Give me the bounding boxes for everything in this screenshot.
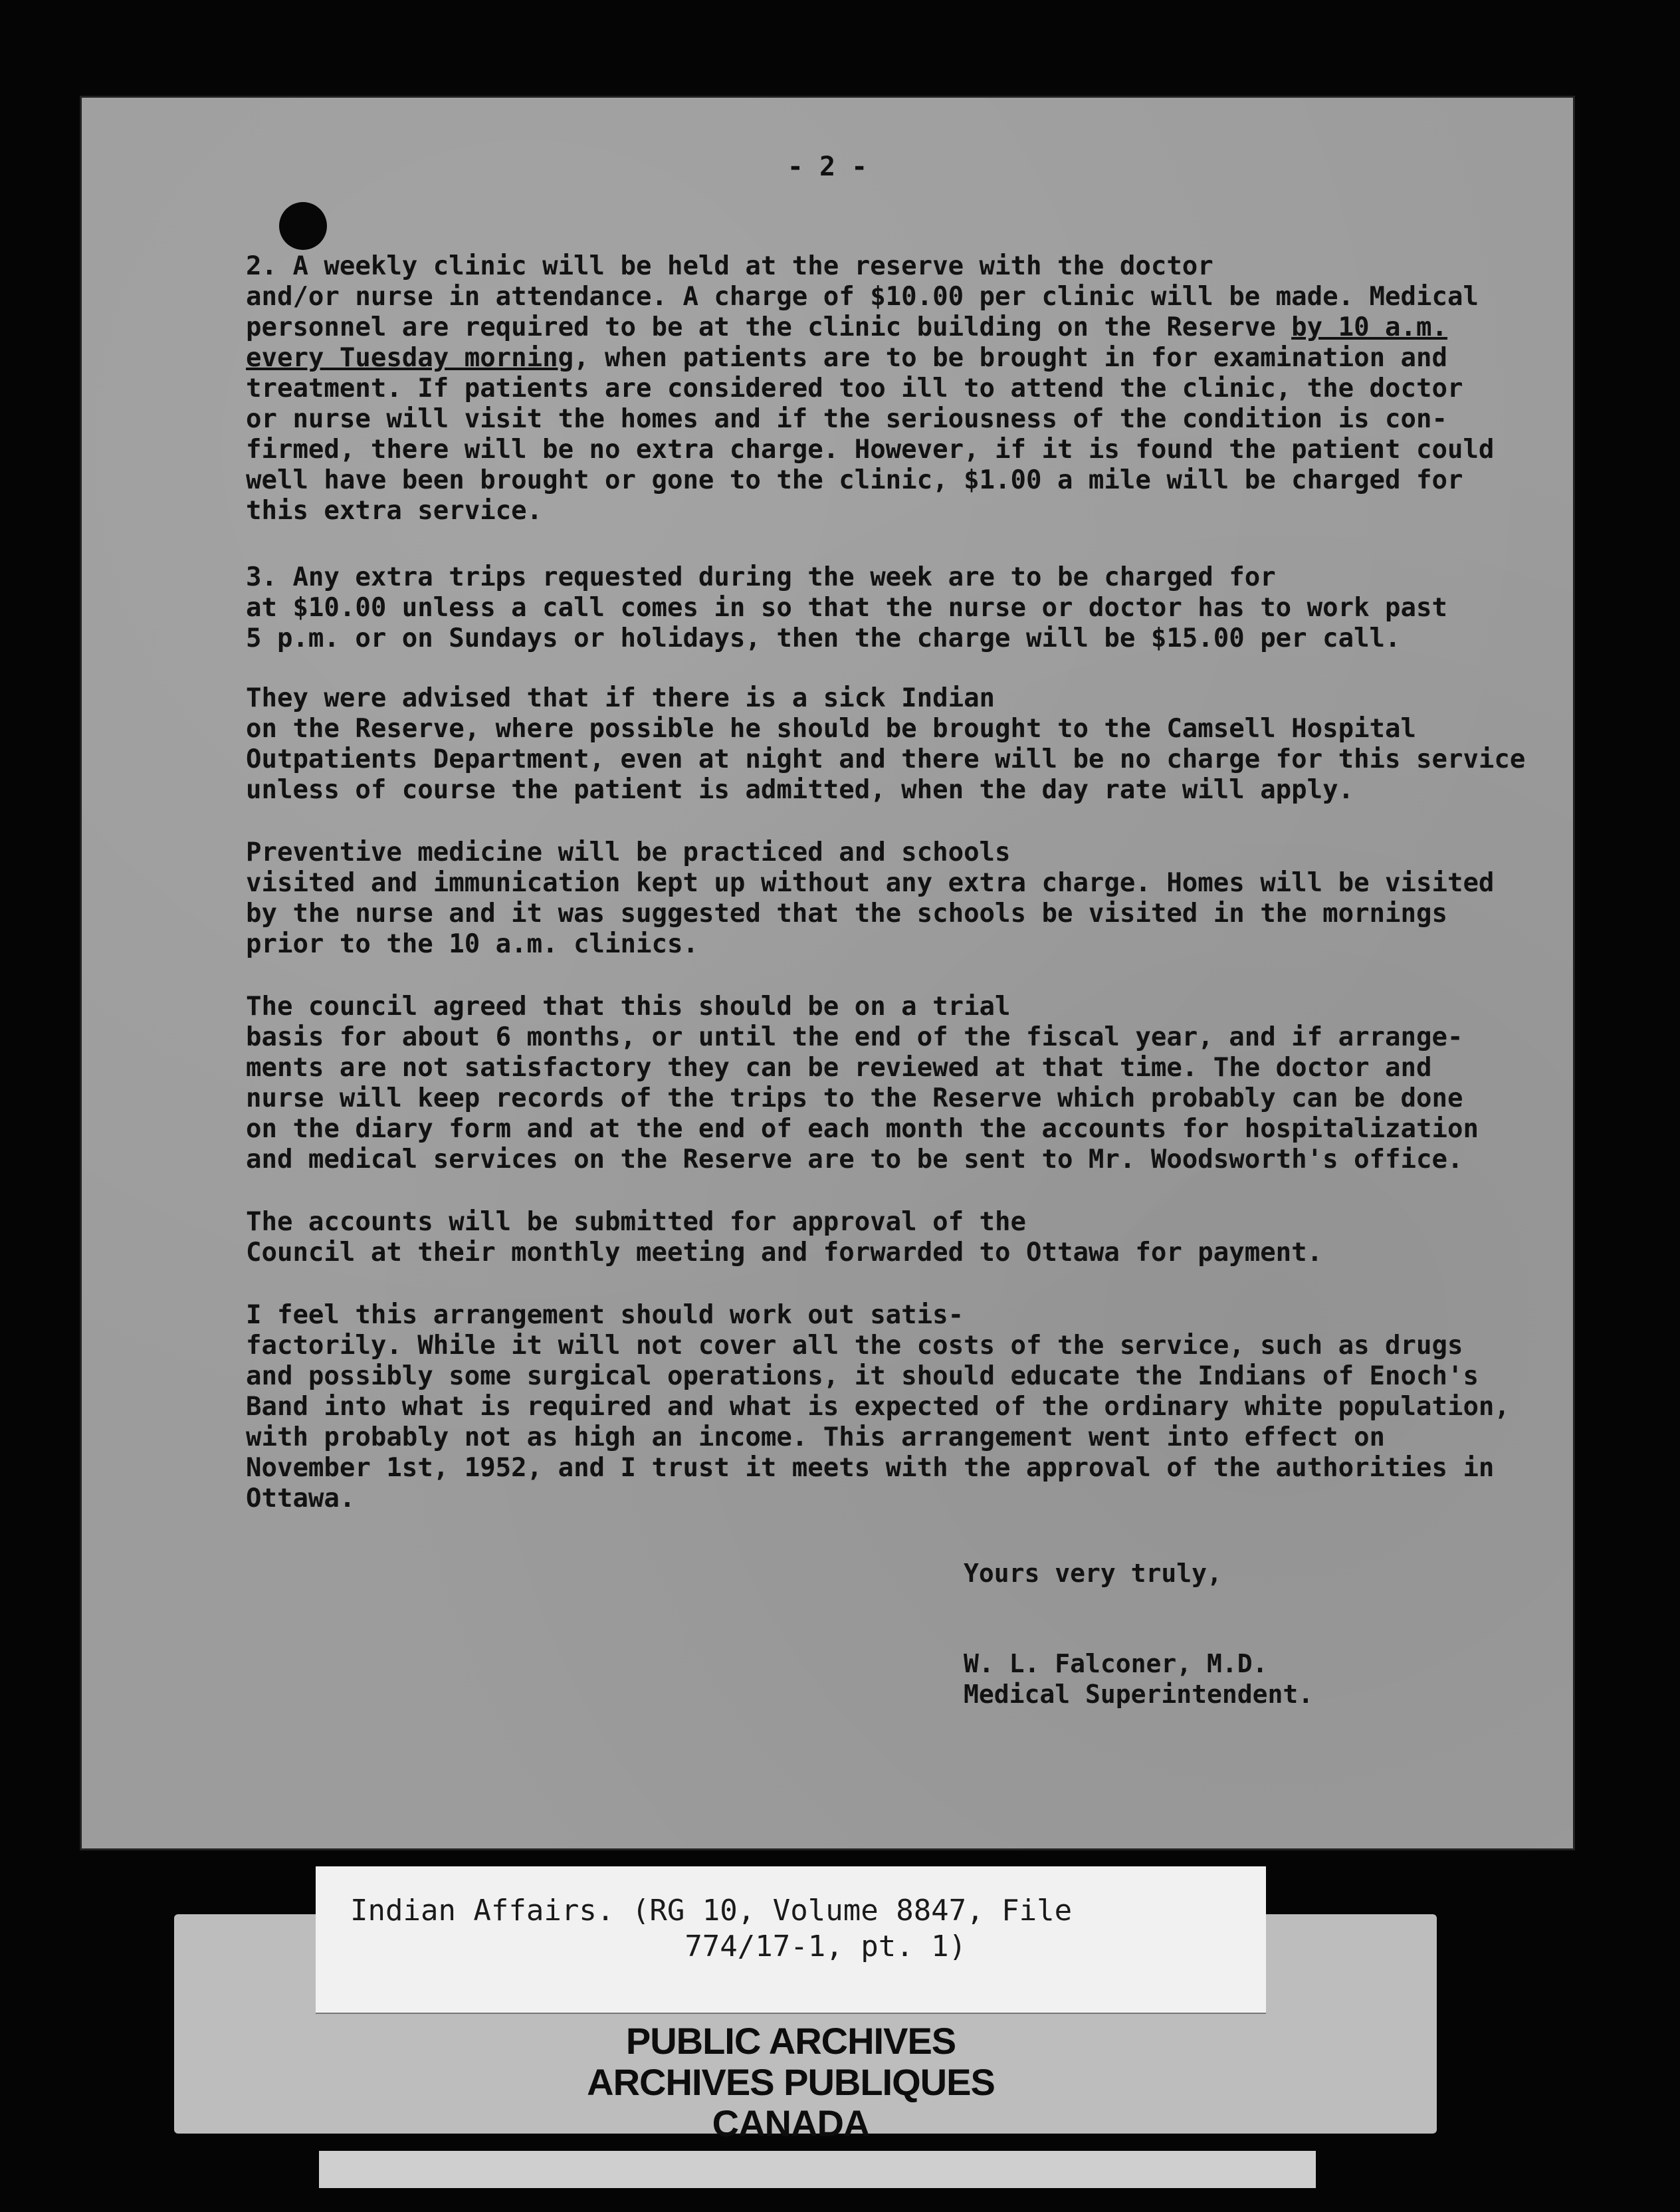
bottom-card-edge — [319, 2151, 1316, 2188]
citation-line-1: Indian Affairs. (RG 10, Volume 8847, File — [350, 1894, 1073, 1928]
signature-title: Medical Superintendent. — [964, 1680, 1314, 1709]
paragraph-2-text-a: 2. A weekly clinic will be held at the reserve with the doctor and/or nurse in attendance. A charge of $10.00 per clinic will be made. Medical personnel are required to be at the clinic building on the Reserve — [246, 251, 1479, 342]
paragraph-5: Preventive medicine will be practiced and schools visited and immunication kept up without any extra charge. Homes will be visited by the nurse and it was suggested that the schools be visited in the mornings prior to the 10 a.m. clinics. — [246, 837, 1495, 959]
punch-hole — [279, 202, 327, 250]
stamp-line-1: PUBLIC ARCHIVES — [625, 2020, 956, 2062]
paragraph-2-text-b: , when patients are to be brought in for examination and treatment. If patients are considered too ill to attend the clinic, the doctor or nurse will visit the homes and if the seriousness of the condition is con- firmed, there will be no extra charge. However, if it is found the patient could well have been brought or gone to the clinic, $1.00 a mile will be charged for this extra service. — [246, 343, 1495, 526]
paragraph-2-underlined-text: by 10 a.m. every Tuesday morning — [246, 312, 1447, 373]
archive-citation — [350, 1893, 1254, 1965]
paragraph-8: I feel this arrangement should work out satis- factorily. While it will not cover all the costs of the service, such as drugs and possibly some surgical operations, it should educate the Indians of Enoch's Band into what is required and what is expected of the ordinary white population, with probably not as high an income. This arrangement went into effect on November 1st, 1952, and I trust it meets with the approval of the authorities in Ottawa. — [246, 1300, 1510, 1513]
paragraph-4: They were advised that if there is a sick Indian on the Reserve, where possible he should be brought to the Camsell Hospital Outpatients Department, even at night and there will be no charge for this service unless of course the patient is admitted, when the day rate will apply. — [246, 683, 1526, 805]
paragraph-7: The accounts will be submitted for approval of the Council at their monthly meeting and forwarded to Ottawa for payment. — [246, 1207, 1323, 1268]
stamp-line-3: CANADA — [712, 2102, 870, 2144]
page-number: - 2 - — [787, 152, 868, 182]
paragraph-3: 3. Any extra trips requested during the week are to be charged for at $10.00 unless a call comes in so that the nurse or doctor has to work past 5 p.m. or on Sundays or holidays, then the charge will be $15.00 per call. — [246, 562, 1447, 653]
paragraph-2 — [246, 251, 1568, 526]
archive-citation-card — [316, 1866, 1266, 2013]
public-archives-stamp — [312, 2021, 1269, 2144]
stamp-line-2: ARCHIVES PUBLIQUES — [587, 2061, 995, 2103]
citation-line-2: 774/17-1, pt. 1) — [350, 1930, 967, 1963]
signature-name: W. L. Falconer, M.D. — [964, 1649, 1268, 1678]
closing-salutation: Yours very truly, — [964, 1559, 1222, 1588]
paragraph-6: The council agreed that this should be on a trial basis for about 6 months, or until the end of the fiscal year, and if arrange- ments are not satisfactory they can be reviewed at that time. The doctor and nurse will keep records of the trips to the Reserve which probably can be done on the diary form and at the end of each month the accounts for hospitalization and medical services on the Reserve are to be sent to Mr. Woodsworth's office. — [246, 992, 1479, 1174]
letter-page — [80, 96, 1575, 1850]
